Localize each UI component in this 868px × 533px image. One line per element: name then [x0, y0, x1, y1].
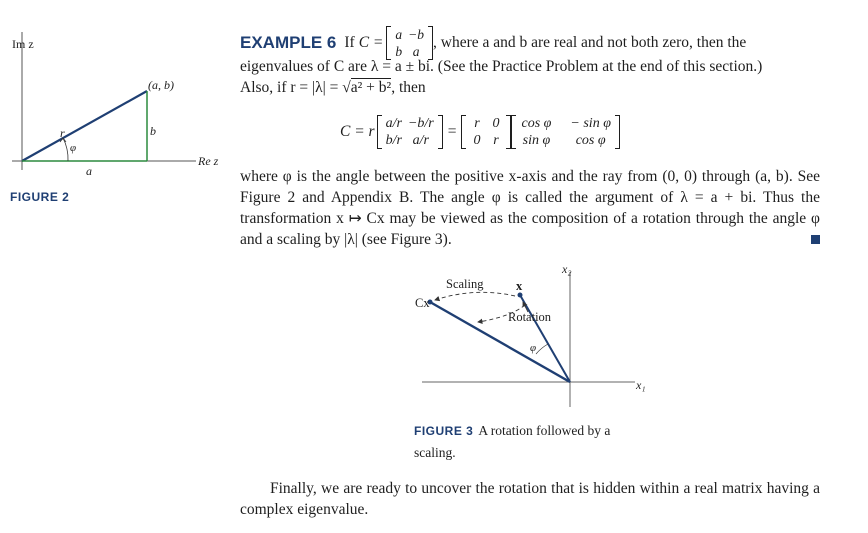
matrix-norm-cell: a/r — [385, 116, 402, 131]
line3-b: , then — [391, 79, 426, 96]
example-paragraph-2: where φ is the angle between the positive x-axis and the ray from (0, 0) through (a, b). See Figure 2 and Appendix B. The angle φ is called the argument of λ = a + bi. Thus the transformation x ↦ Cx may be viewed as the composition of a rotation through the angle φ and a scaling by |λ| (see Figure 3). — [240, 168, 820, 248]
figure-3-caption-text: A rotation followed by a scaling. — [414, 423, 611, 460]
figure-3-caption-head: FIGURE 3 — [414, 424, 474, 438]
matrix-c — [386, 26, 433, 60]
x-label: x — [516, 279, 523, 293]
line3-a: Also, if r = |λ| = — [240, 79, 343, 96]
matrix-norm-cell: a/r — [412, 133, 429, 148]
a-label: a — [86, 164, 92, 178]
cx-label-text: Cx — [415, 296, 430, 310]
matrix-rotation — [511, 115, 619, 149]
eq-c: C = r — [340, 123, 375, 140]
phi-label-fig3: φ — [530, 342, 537, 354]
scaling-arrow — [435, 292, 515, 300]
if-text: If — [344, 34, 355, 51]
scaling-label: Scaling — [446, 277, 484, 291]
r-label: r — [60, 126, 65, 140]
sqrt-arg: a² + b² — [350, 79, 392, 96]
matrix-c-cell: a — [412, 44, 420, 59]
display-equation — [340, 110, 620, 154]
b-label: b — [150, 124, 156, 138]
matrix-c-cell: b — [395, 44, 403, 59]
radius-line — [22, 91, 147, 161]
line1-rest: , where a and b are real and not both zero, then the — [433, 34, 747, 51]
c-equals: C = — [358, 34, 384, 51]
end-of-example-marker — [811, 235, 820, 244]
closing-paragraph: Finally, we are ready to uncover the rotation that is hidden within a real matrix having a complex eigenvalue. — [240, 480, 820, 518]
figure-2-caption: FIGURE 2 — [10, 190, 70, 204]
matrix-rot-cell: cos φ — [575, 133, 606, 148]
example-line-2: eigenvalues of C are λ = a ± bi. (See the Practice Problem at the end of this section.) — [240, 58, 763, 75]
matrix-c-cell: a — [395, 27, 403, 42]
matrix-norm-cell: b/r — [385, 133, 402, 148]
rotation-label: Rotation — [508, 310, 552, 324]
angle-arc — [536, 344, 548, 354]
matrix-scale-cell: r — [474, 116, 480, 131]
point-label: (a, b) — [148, 78, 174, 92]
matrix-rot-cell: cos φ — [521, 116, 552, 131]
example-line-3 — [240, 79, 426, 97]
matrix-rot-cell: sin φ — [522, 133, 551, 148]
phi-label: φ — [70, 142, 77, 154]
x2-axis-label: x₂ — [562, 262, 572, 276]
sqrt-sign: √ — [342, 79, 351, 96]
re-axis-label: Re z — [198, 154, 219, 168]
figure-2-diagram — [0, 30, 230, 190]
matrix-scale-cell: 0 — [492, 116, 500, 131]
cx-label — [415, 296, 430, 311]
matrix-c-cell: −b — [408, 27, 424, 42]
example-heading: EXAMPLE 6 — [240, 33, 337, 52]
example-line-1 — [240, 28, 746, 58]
matrix-normalized — [377, 115, 443, 149]
x1-axis-label: x₁ — [636, 378, 646, 392]
eq-equals: = — [447, 123, 457, 140]
im-axis-label: Im z — [12, 37, 34, 51]
matrix-scale-cell: 0 — [473, 133, 481, 148]
matrix-scale-cell: r — [493, 133, 499, 148]
matrix-rot-cell: − sin φ — [570, 116, 611, 131]
matrix-norm-cell: −b/r — [407, 116, 434, 131]
figure-3-caption — [414, 420, 644, 463]
matrix-scale — [461, 115, 511, 149]
